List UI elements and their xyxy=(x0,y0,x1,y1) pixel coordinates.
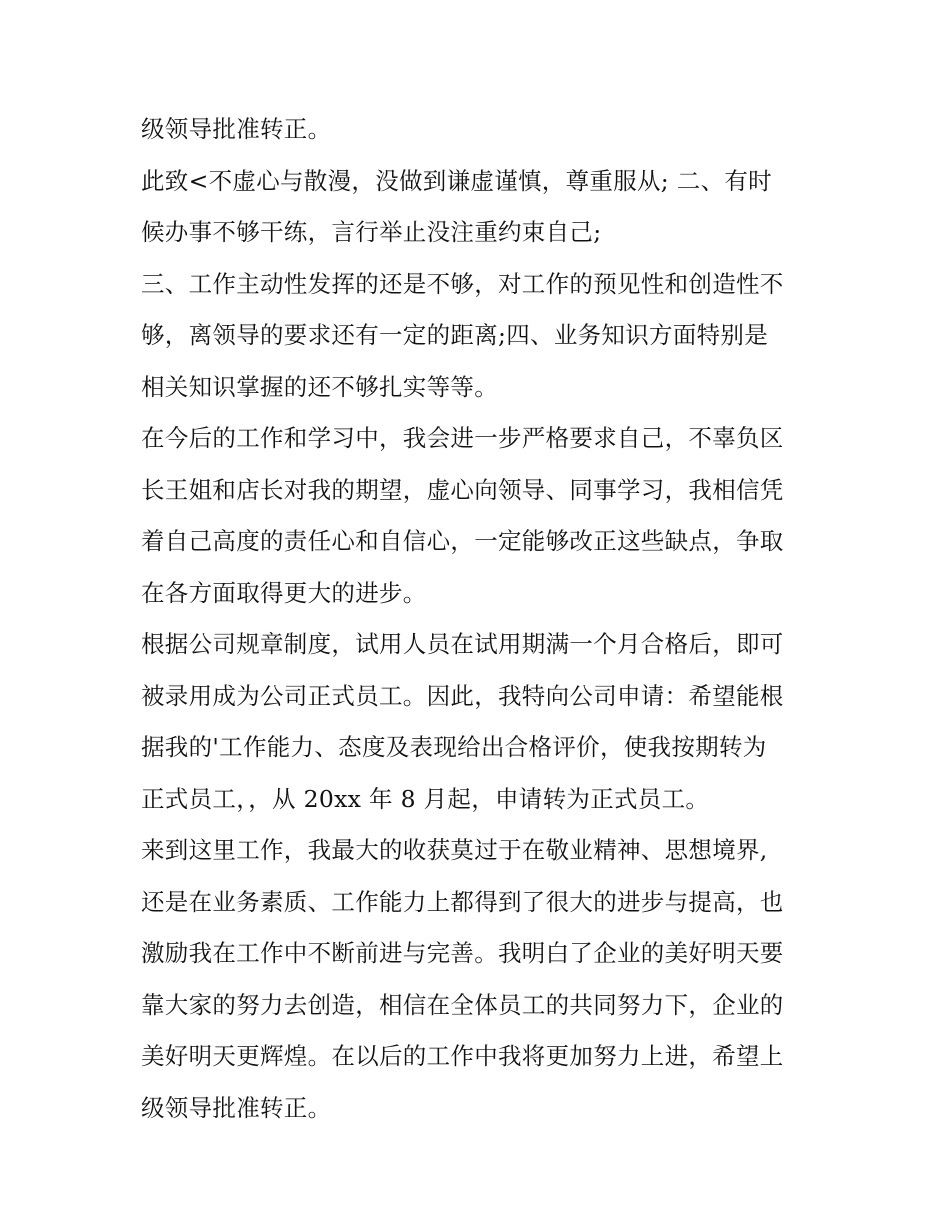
text-line: 来到这里工作，我最大的收获莫过于在敬业精神、思想境界, xyxy=(141,836,768,864)
text-line: 激励我在工作中不断前进与完善。我明白了企业的美好明天要 xyxy=(141,939,784,967)
text-line: 据我的'工作能力、态度及表现给出合格评价，使我按期转为 xyxy=(141,733,767,761)
text-line: 着自己高度的责任心和自信心，一定能够改正这些缺点，争取 xyxy=(141,527,784,555)
text-line: 相关知识掌握的还不够扎实等等。 xyxy=(141,372,498,401)
text-line: 被录用成为公司正式员工。因此，我特向公司申请：希望能根 xyxy=(141,681,784,710)
text-line: 在今后的工作和学习中，我会进一步严格要求自己，不辜负区 xyxy=(141,424,784,452)
text-line: 还是在业务素质、工作能力上都得到了很大的进步与提高，也 xyxy=(141,887,784,916)
text-line: 长王姐和店长对我的期望，虚心向领导、同事学习，我相信凭 xyxy=(141,475,784,504)
text-line: 正式员工，，从 20xx 年 8 月起，申请转为正式员工。 xyxy=(141,784,710,813)
text-line: 三、工作主动性发挥的还是不够，对工作的预见性和创造性不 xyxy=(141,269,784,298)
text-line: 根据公司规章制度，试用人员在试用期满一个月合格后，即可 xyxy=(141,630,784,658)
text-line: 级领导批准转正。 xyxy=(141,115,332,143)
text-line: 候办事不够干练，言行举止没注重约束自己; xyxy=(141,218,602,246)
document-body xyxy=(141,104,813,1134)
text-line: 此致<不虚心与散漫，没做到谦虚谨慎，尊重服从; 二、有时 xyxy=(141,166,772,195)
text-line: 靠大家的努力去创造，相信在全体员工的共同努力下，企业的 xyxy=(141,990,784,1019)
text-line: 够，离领导的要求还有一定的距离;四、业务知识方面特别是 xyxy=(141,321,769,349)
text-line: 级领导批准转正。 xyxy=(141,1093,332,1122)
text-line: 在各方面取得更大的进步。 xyxy=(141,578,427,607)
text-line: 美好明天更辉煌。在以后的工作中我将更加努力上进，希望上 xyxy=(141,1042,784,1070)
